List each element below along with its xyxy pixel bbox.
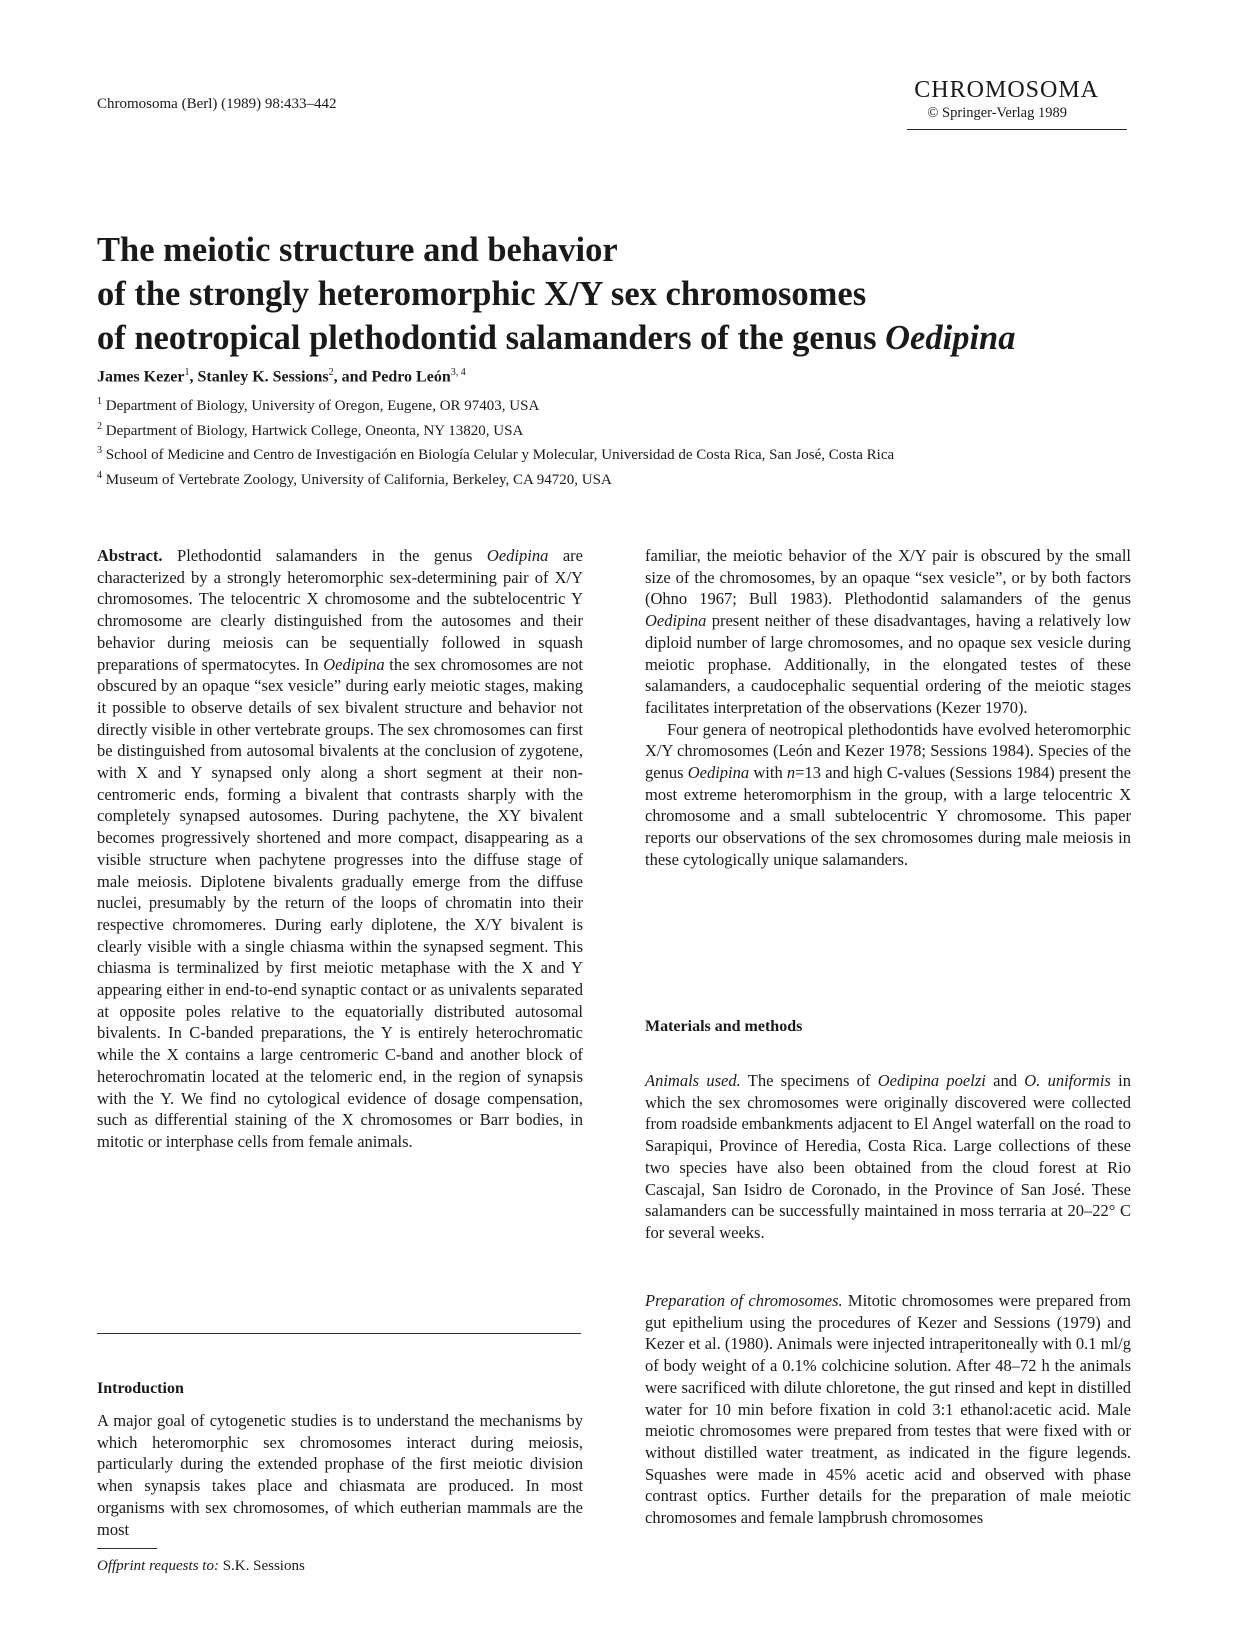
title-genus: Oedipina [885,319,1016,357]
intro-p1-text-2: present neither of these disadvantages, having a relatively low diploid number of large chromosomes, and no opaque sex vesicle during meiotic prophase. Additionally, in the elongated testes of these salamanders, a caudocephalic sequential ordering of the meiotic stages facilitates interpretation of the observations (Kezer 1970). [645,611,1131,717]
footnote-rule [97,1548,157,1549]
animals-used-paragraph [645,1070,1131,1244]
title-line-2: of the strongly heteromorphic X/Y sex chromosomes [97,275,867,313]
author-sep-1: , [189,368,198,386]
affiliations [97,392,1097,490]
right-column-intro [645,545,1131,871]
title-line-3 [97,316,1147,360]
abstract-text-2: are characterized by a strongly heteromorphic sex-determining pair of X/Y chromosomes. The telocentric X chromosome and the subtelocentric Y chromosome are clearly distinguished from the autosomes and their behavior during meiosis can be sequentially followed in squash preparations of spermatocytes. In [97,546,583,674]
affiliation-4-num: 4 [97,469,102,481]
offprint-footnote [97,1558,305,1575]
affiliation-3-text: School of Medicine and Centro de Investigación en Biología Celular y Molecular, Universidad de Costa Rica, San José, Costa Rica [105,447,895,463]
affiliation-2-text: Department of Biology, Hartwick College, Oneonta, NY 13820, USA [105,422,524,439]
journal-masthead [907,76,1137,130]
intro-p1-genus: Oedipina [645,611,707,631]
animals-label: Animals used. [645,1071,741,1090]
intro-paragraph-2 [645,719,1131,871]
abstract-label: Abstract. [97,546,163,565]
footnote-label: Offprint requests to: [97,1558,219,1574]
author-sep-2: , and [333,368,372,386]
animals-text-1: The specimens of [740,1071,878,1090]
title-line-1: The meiotic structure and behavior [97,231,618,269]
introduction-text: A major goal of cytogenetic studies is to understand the mechanisms by which heteromorphic sex chromosomes interact during meiosis, particularly during the extended prophase of the first meiotic division when synapsis takes place and chiasmata are produced. In most organisms with sex chromosomes, of which eutherian mammals are the most [97,1411,583,1539]
abstract-divider [97,1333,581,1334]
animals-text-2: and [985,1071,1025,1090]
author-list [97,367,466,386]
affiliation-2 [97,417,1097,442]
affiliation-3 [97,441,927,466]
intro-p2-n: n [786,763,796,783]
animals-species-2: O. uniformis [1024,1071,1111,1090]
author-3: Pedro León [371,368,451,386]
animals-species-1: Oedipina poelzi [877,1071,986,1090]
article-title [97,228,1147,360]
preparation-paragraph [645,1290,1131,1529]
affiliation-4 [97,466,1097,491]
affiliation-1-text: Department of Biology, University of Oregon, Eugene, OR 97403, USA [105,398,540,414]
running-head: Chromosoma (Berl) (1989) 98:433–442 [97,96,337,112]
intro-p2-genus: Oedipina [687,763,750,783]
intro-p2-text-3: =13 and high C-values (Sessions 1984) present the most extreme heteromorphism in the group, with a large telocentric X chromosome and a small subtelocentric Y chromosome. This paper reports our observations of the sex chromosomes during male meiosis in these cytologically unique salamanders. [645,763,1131,869]
intro-p1-text-1: familiar, the meiotic behavior of the X/Y pair is obscured by the small size of the chromosomes, by an opaque “sex vesicle”, or by both factors (Ohno 1967; Bull 1983). Plethodontid salamanders of the genus [645,546,1131,609]
author-2-sup: 2 [328,367,334,378]
abstract [97,545,583,1153]
abstract-text-1: Plethodontid salamanders in the genus [162,546,487,565]
author-1: James Kezer [97,368,185,386]
intro-p2-text-2: with [749,763,787,783]
author-3-sup: 3, 4 [450,367,466,378]
preparation-text: Mitotic chromosomes were prepared from gut epithelium using the procedures of Kezer and Sessions (1979) and Kezer et al. (1980). Animals were injected intraperitoneally with 0.1 ml/g of body weight of a 0.1% colchicine solution. After 48–72 h the animals were sacrificed with dilute chloretone, the gut rinsed and kept in distilled water for 10 min before fixation in cold 3:1 ethanol:acetic acid. Male meiotic chromosomes were prepared from testes that were fixed with or without distilled water treatment, as indicated in the figure legends. Squashes were made in 45% acetic acid and observed with phase contrast optics. Further details for the preparation of male meiotic chromosomes and female lampbrush chromosomes [645,1291,1132,1528]
abstract-text-3: the sex chromosomes are not obscured by an opaque “sex vesicle” during early meiotic stages, making it possible to observe details of sex bivalent structure and behavior not directly visible in other vertebrate groups. The sex chromosomes can first be distinguished from autosomal bivalents at the conclusion of zygotene, with X and Y synapsed only along a short segment at their non-centromeric ends, forming a bivalent that contrasts sharply with the completely synapsed autosomes. During pachytene, the XY bivalent becomes progressively shortened and more compact, disappearing as a visible structure when pachytene progresses into the diffuse stage of male meiosis. Diplotene bivalents gradually emerge from the diffuse nuclei, presumably by the return of the loops of chromatin into their respective chromomeres. During early diplotene, the X/Y bivalent is clearly visible with a single chiasma within the synapsed segment. This chiasma is terminalized by first meiotic metaphase with the X and Y appearing either in end-to-end synaptic contact or as univalents separated at opposite poles relative to the equatorially distributed autosomal bivalents. In C-banded preparations, the Y is entirely heterochromatic while the X contains a large centromeric C-band and another block of heterochromatin located at the telomeric end, in the region of synapsis with the Y. We find no cytological evidence of dosage compensation, such as differential staining of the X chromosomes or Barr bodies, in mitotic or interphase cells from female animals. [97,654,583,1151]
introduction-heading: Introduction [97,1380,184,1397]
footnote-text: S.K. Sessions [218,1558,305,1574]
author-1-sup: 1 [184,367,190,378]
author-2: Stanley K. Sessions [197,368,329,386]
affiliation-1 [97,392,1097,417]
abstract-genus-1: Oedipina [486,546,549,565]
intro-paragraph-1 [645,545,1131,719]
abstract-paragraph [97,545,583,1153]
masthead-rule [907,129,1127,130]
intro-p2-text-1: Four genera of neotropical plethodontids have evolved heteromorphic X/Y chromosomes (León and Kezer 1978; Sessions 1984). Species of the genus [645,719,1131,783]
journal-name: CHROMOSOMA [914,77,1099,103]
copyright-line: © Springer-Verlag 1989 [927,105,1067,121]
title-line-3-text: of neotropical plethodontid salamanders of the genus [97,319,877,357]
affiliation-4-text: Museum of Vertebrate Zoology, University of California, Berkeley, CA 94720, USA [105,471,612,488]
materials-heading: Materials and methods [645,1018,803,1035]
affiliation-2-num: 2 [97,420,102,432]
animals-text-3: in which the sex chromosomes were originally discovered were collected from roadside embankments adjacent to El Angel waterfall on the road to Sarapiqui, Province of Heredia, Costa Rica. Large collections of these two species have also been obtained from the cloud forest at Rio Cascajal, San Isidro de Coronado, in the Province of San José. These salamanders can be successfully maintained in moss terraria at 20–22° C for several weeks. [645,1071,1131,1242]
affiliation-3-num: 3 [97,445,102,456]
affiliation-1-num: 1 [97,396,102,407]
preparation-label: Preparation of chromosomes. [645,1291,843,1310]
abstract-genus-2: Oedipina [323,654,385,674]
